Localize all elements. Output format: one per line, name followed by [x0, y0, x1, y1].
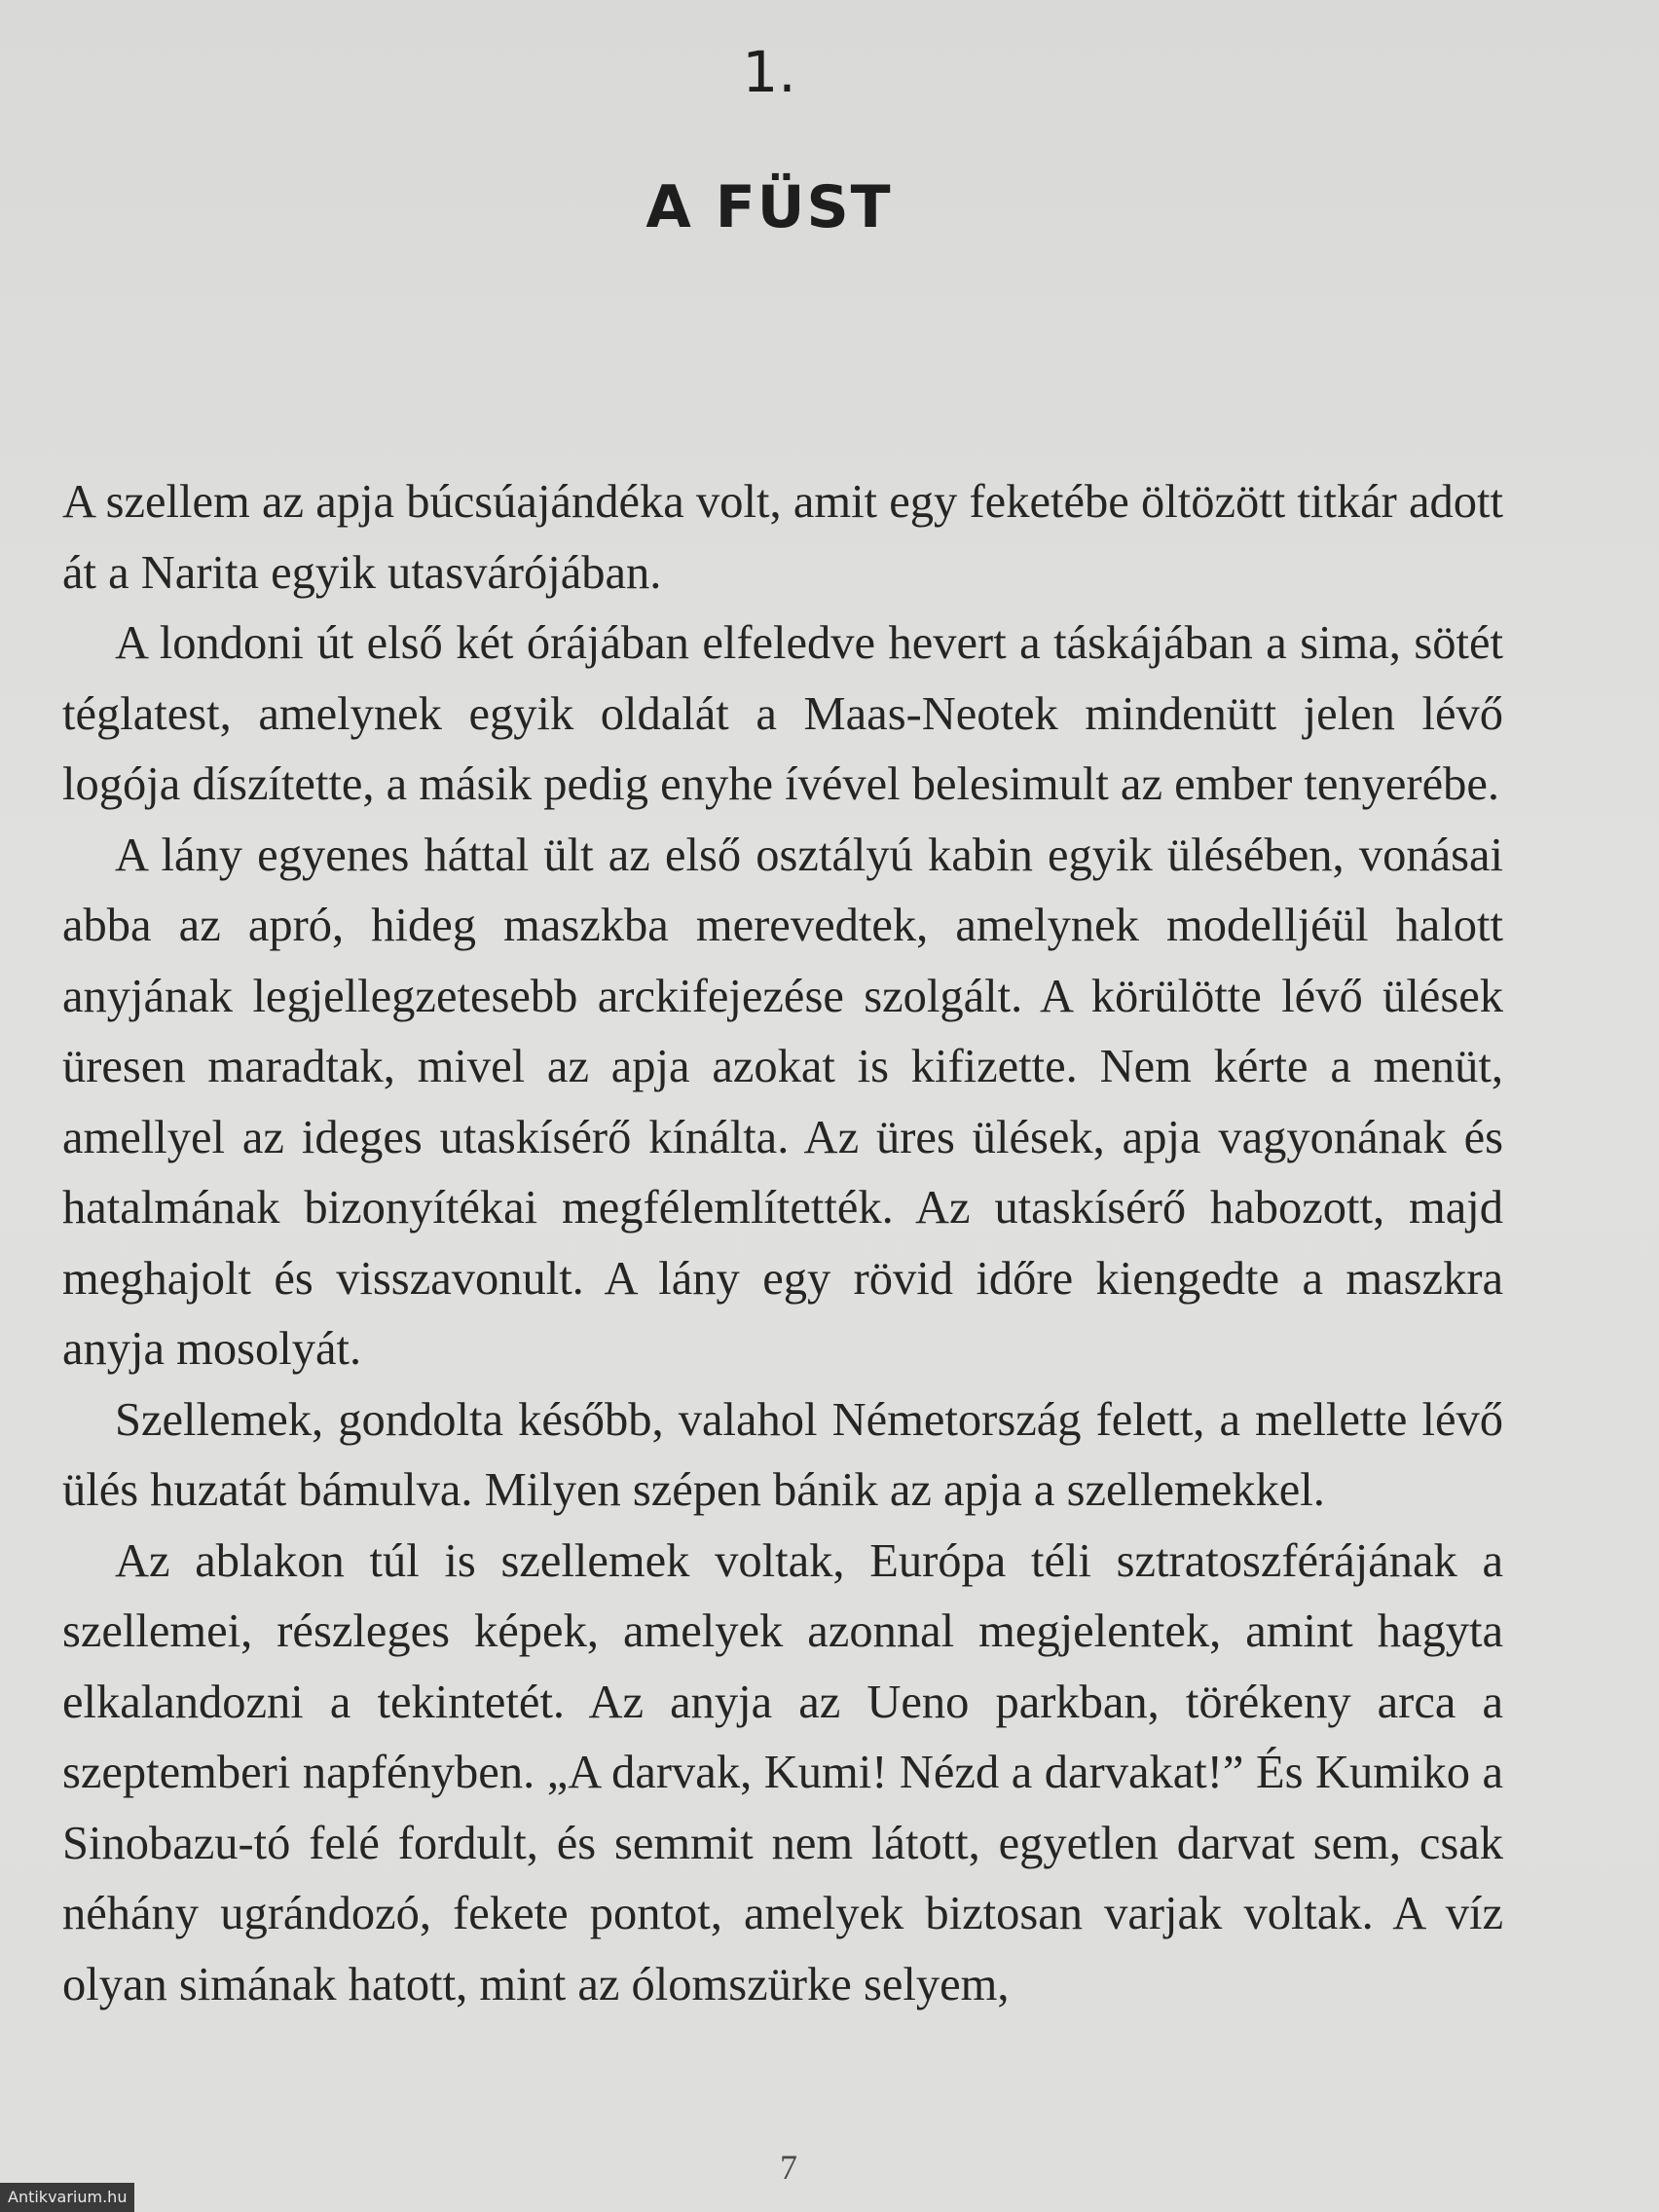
chapter-number: 1. — [742, 39, 796, 105]
chapter-title: A FÜST — [645, 173, 893, 241]
watermark: Antikvarium.hu — [0, 2183, 134, 2212]
paragraph-5: Az ablakon túl is szellemek voltak, Európa téli sztratoszférájának a szellemei, részleges képek, amelyek azonnal megjelentek, amint hagyta elkalandozni a tekintetét. Az anyja az Ueno parkban, törékeny arca a szeptemberi napfényben. „A darvak, Kumi! Nézd a darvakat!” És Kumiko a Sinobazu-tó felé fordult, és semmit nem látott, egyetlen darvat sem, csak néhány ugrándozó, fekete pontot, amelyek biztosan varjak voltak. A víz olyan simának hatott, mint az ólomszürke selyem, — [62, 1534, 1503, 2010]
paragraph-4: Szellemek, gondolta később, valahol Németország felett, a mellette lévő ülés huzatát bámulva. Milyen szépen bánik az apja a szellemekkel. — [62, 1393, 1503, 1516]
paragraph-2: A londoni út első két órájában elfeledve hevert a táskájában a sima, sötét téglatest, amelynek egyik oldalát a Maas-Neotek mindenütt jelen lévő logója díszítette, a másik pedig enyhe ívével belesimult az ember tenyerébe. — [62, 617, 1503, 810]
paragraph-3: A lány egyenes háttal ült az első osztályú kabin egyik ülésében, vonásai abba az apró, hideg maszkba merevedtek, amelynek modelljéül halott anyjának legjellegzetesebb arckifejezése szolgált. A körülötte lévő ülések üresen maradtak, mivel az apja azokat is kifizette. Nem kérte a menüt, amellyel az ideges utaskísérő kínálta. Az üres ülések, apja vagyonának és hatalmának bizonyítékai megfélemlítették. Az utaskísérő habozott, majd meghajolt és visszavonult. A lány egy rövid időre kiengedte a maszkra anyja mosolyát. — [62, 829, 1503, 1375]
page-number: 7 — [780, 2148, 797, 2187]
chapter-body — [62, 467, 1503, 2020]
paragraph-1: A szellem az apja búcsúajándéka volt, amit egy feketébe öltözött titkár adott át a Narita egyik utasvárójában. — [62, 476, 1503, 599]
